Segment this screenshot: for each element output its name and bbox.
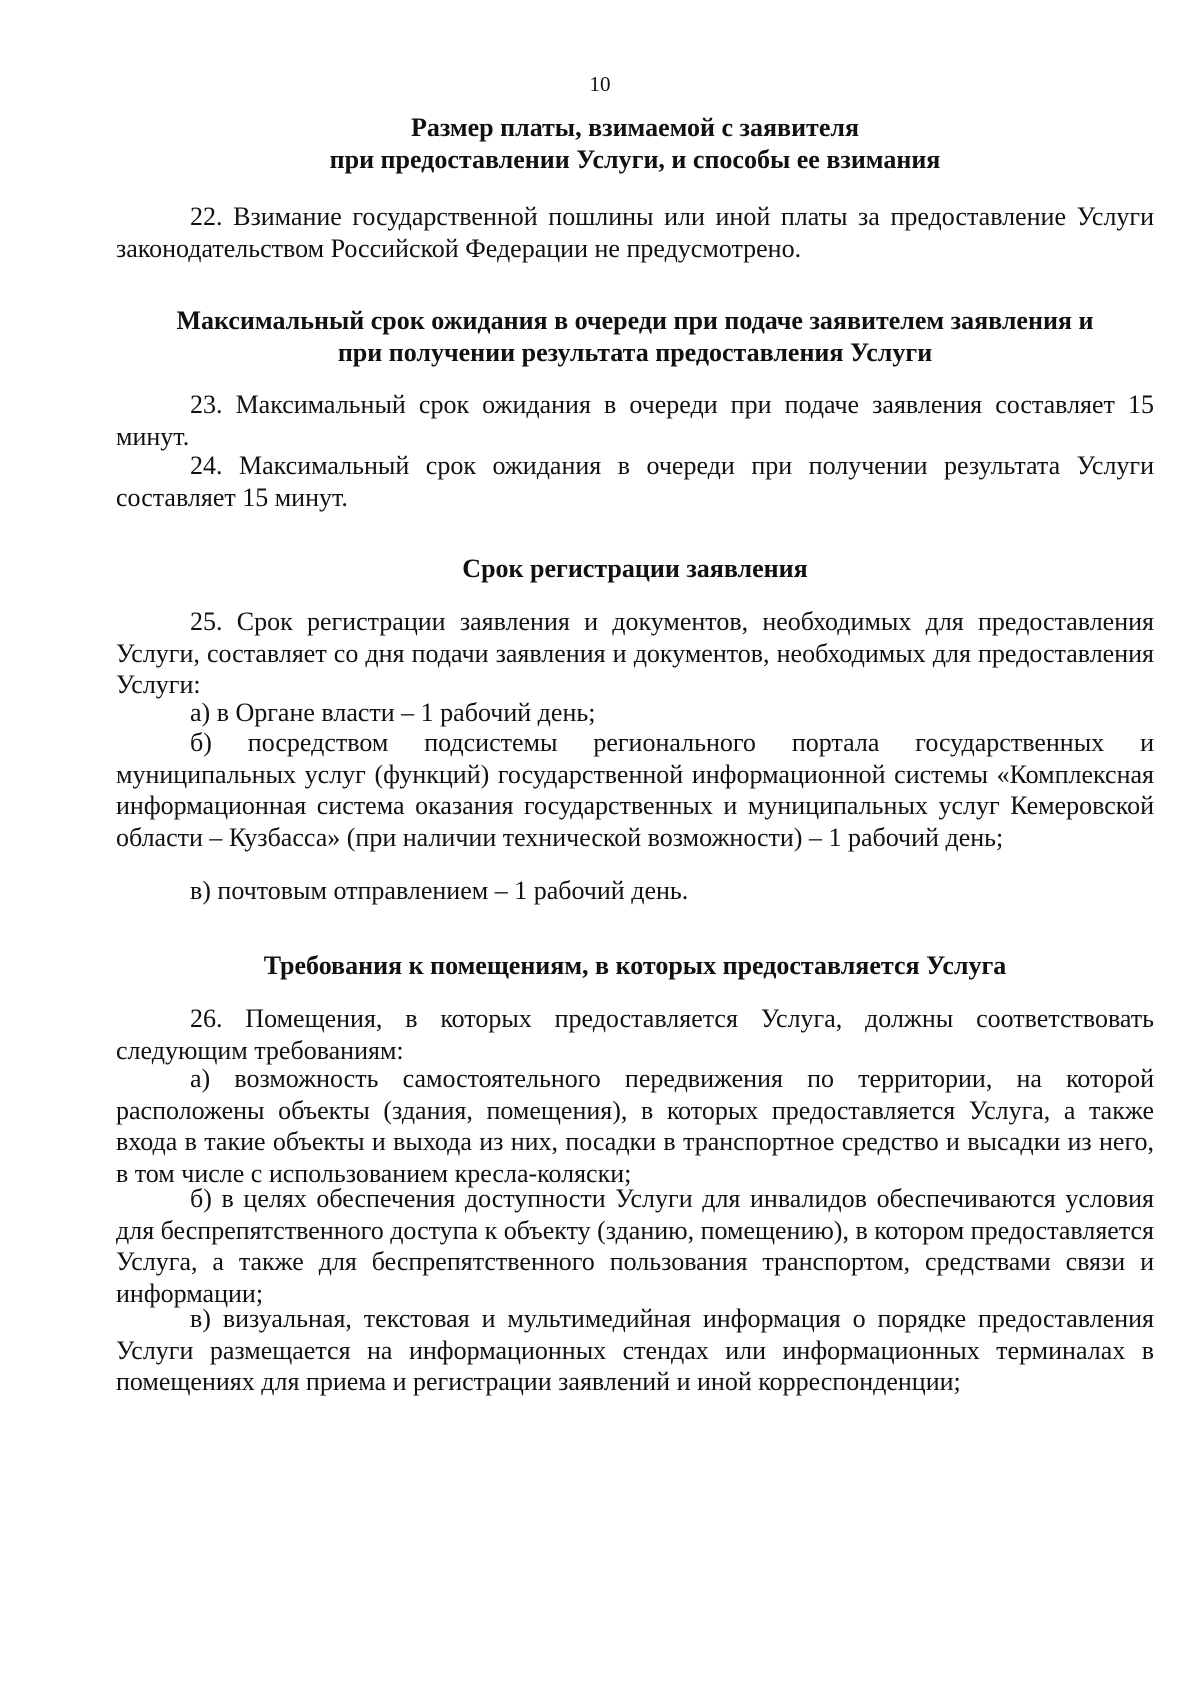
heading-fee-line1: Размер платы, взимаемой с заявителя <box>410 113 860 142</box>
list-item-26b: б) в целях обеспечения доступности Услуги для инвалидов обеспечиваются условия для беспрепятственного доступа к объекту (зданию, помещению), в котором предоставляется Услуга, а также для беспрепятственного пользования транспортом, средствами связи и информации; <box>116 1184 1155 1308</box>
list-item-26c: в) визуальная, текстовая и мультимедийная информация о порядке предоставления Услуги размещается на информационных стендах или информационных терминалах в помещениях для приема и регистрации заявлений и иной корреспонденции; <box>116 1304 1154 1396</box>
paragraph-26: 26. Помещения, в которых предоставляется Услуга, должны соответствовать следующим требованиям: <box>116 1004 1154 1065</box>
list-item-26a: а) возможность самостоятельного передвижения по территории, на которой расположены объекты (здания, помещения), в которых предоставляется Услуга, а также входа в такие объекты и выхода из них, посадки в транспортное средство и высадки из него, в том числе с использованием кресла-коляски; <box>116 1064 1154 1188</box>
list-item-25c: в) почтовым отправлением – 1 рабочий день. <box>190 876 689 905</box>
heading-fee <box>116 112 1154 175</box>
heading-queue <box>116 305 1154 368</box>
paragraph-25: 25. Срок регистрации заявления и документов, необходимых для предоставления Услуги, составляет со дня подачи заявления и документов, необходимых для предоставления Услуги: <box>116 607 1154 699</box>
heading-fee-line2: при предоставлении Услуги, и способы ее взимания <box>329 144 941 174</box>
heading-premises: Требования к помещениям, в которых предоставляется Услуга <box>263 951 1007 980</box>
paragraph-24: 24. Максимальный срок ожидания в очереди при получении результата Услуги составляет 15 минут. <box>116 451 1154 512</box>
heading-queue-line2: при получении результата предоставления Услуги <box>337 337 933 367</box>
page-number: 10 <box>589 72 611 96</box>
paragraph-22: 22. Взимание государственной пошлины или иной платы за предоставление Услуги законодательством Российской Федерации не предусмотрено. <box>116 202 1154 263</box>
heading-registration: Срок регистрации заявления <box>462 554 808 583</box>
paragraph-23: 23. Максимальный срок ожидания в очереди при подаче заявления составляет 15 минут. <box>116 390 1154 451</box>
list-item-25a: а) в Органе власти – 1 рабочий день; <box>190 698 596 727</box>
heading-queue-line1: Максимальный срок ожидания в очереди при подаче заявителем заявления и <box>176 306 1094 335</box>
list-item-25b: б) посредством подсистемы регионального портала государственных и муниципальных услуг (функций) государственной информационной системы «Комплексная информационная система оказания государственных и муниципальных услуг Кемеровской области – Кузбасса» (при наличии технической возможности) – 1 рабочий день; <box>116 728 1154 852</box>
